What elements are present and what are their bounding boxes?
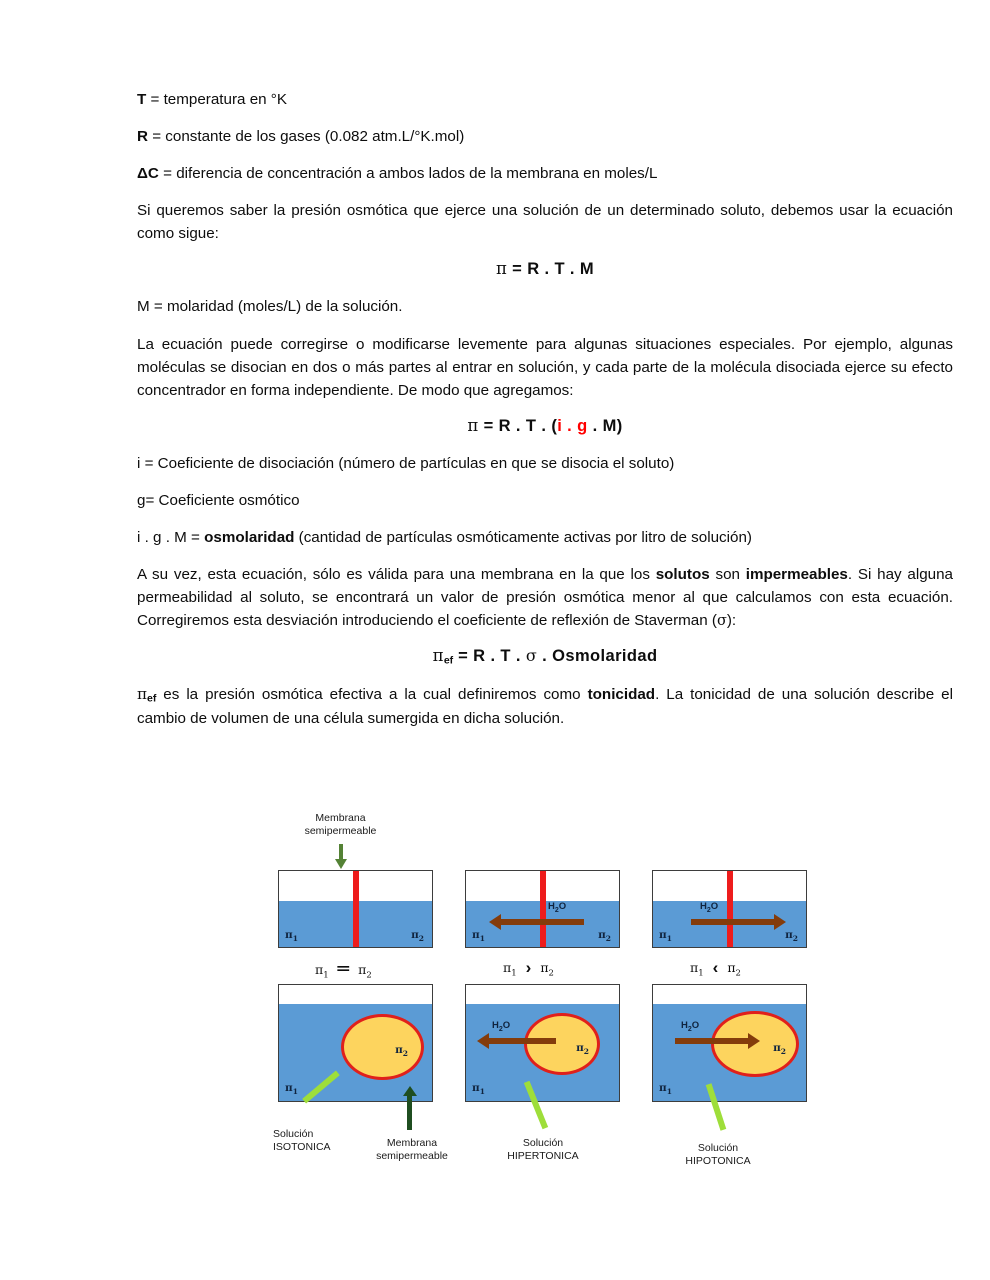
pi1-symbol: π xyxy=(472,928,480,941)
pi2-label xyxy=(395,1044,408,1058)
sigma-symbol: σ xyxy=(716,613,727,630)
h2o-o: O xyxy=(558,901,567,912)
cmp-right-sub: 2 xyxy=(366,970,372,981)
pi2-symbol: π xyxy=(785,928,793,941)
pi2-symbol: π xyxy=(576,1042,584,1054)
comparison-less xyxy=(690,957,741,979)
h2o-o: O xyxy=(691,1020,700,1031)
osmolaridad-pre: i . g . M = xyxy=(137,529,205,547)
h2o-sub: 2 xyxy=(554,906,559,914)
cell-panel-hypotonic xyxy=(652,984,807,1102)
definition-deltaC-symbol: ΔC xyxy=(137,165,159,183)
cmp-right-pi: π xyxy=(727,960,736,975)
pi1-subscript: 1 xyxy=(292,1087,298,1096)
pi1-symbol: π xyxy=(659,1081,667,1094)
pief-tail: . Osmolaridad xyxy=(537,647,658,666)
definition-deltaC xyxy=(137,162,953,185)
pief-subscript: ef xyxy=(443,654,454,667)
tonicidad-b: . La tonicidad de una solución describe el cambio de volumen de una célula sumergida en dicha solución. xyxy=(137,685,953,727)
comparison-equal xyxy=(315,957,372,981)
semipermeable-membrane xyxy=(353,870,359,948)
equation-tail: . M) xyxy=(587,416,623,435)
label-hipotonica-line2: HIPOTONICA xyxy=(685,1155,751,1168)
beaker-isotonic-top xyxy=(278,870,433,948)
water-flow-arrow-left xyxy=(488,1038,556,1044)
water-flow-arrow-right xyxy=(675,1038,749,1044)
equation-pi-rt-igm xyxy=(137,416,953,436)
pi2-symbol: π xyxy=(598,928,606,941)
cmp-right-sub: 2 xyxy=(548,968,554,979)
tonicidad-a: es la presión osmótica efectiva a la cual definiremos como xyxy=(156,685,588,703)
h2o-label xyxy=(681,1020,699,1033)
definition-R xyxy=(137,125,953,148)
pi-symbol: π xyxy=(137,684,147,703)
pi2-label xyxy=(785,929,798,943)
pi1-symbol: π xyxy=(659,928,667,941)
definition-R-text: = constante de los gases (0.082 atm.L/°K.mol) xyxy=(147,128,465,146)
equation-pi-rtm-body: = R . T . M xyxy=(507,260,595,279)
label-membrana-semipermeable-bottom xyxy=(367,1137,457,1164)
h2o-label xyxy=(492,1020,510,1033)
osmosis-figure xyxy=(255,812,815,1212)
label-membrana-bottom-line2: semipermeable xyxy=(376,1150,448,1163)
cell-hypertonic xyxy=(524,1013,600,1075)
cmp-left-pi: π xyxy=(503,960,512,975)
definition-M: M = molaridad (moles/L) de la solución. xyxy=(137,298,403,316)
pi1-symbol: π xyxy=(285,928,293,941)
pi1-subscript: 1 xyxy=(666,934,672,943)
pi2-subscript: 2 xyxy=(605,934,611,943)
semipermeable-membrane xyxy=(540,870,546,948)
cell-isotonic xyxy=(341,1014,424,1080)
pi1-label xyxy=(659,929,672,943)
pief-mid: = R . T . xyxy=(453,647,526,666)
cell-panel-isotonic xyxy=(278,984,433,1102)
h2o-sub: 2 xyxy=(687,1025,692,1033)
h2o-h: H xyxy=(681,1020,688,1031)
pi1-symbol: π xyxy=(472,1081,480,1094)
pi2-subscript: 2 xyxy=(583,1047,589,1057)
h2o-label xyxy=(548,901,566,914)
equation-pi-rtm xyxy=(137,259,953,279)
h2o-h: H xyxy=(548,901,555,912)
paragraph-dissociation: La ecuación puede corregirse o modificarse levemente para algunas situaciones especiales. Por ejemplo, algunas moléculas se disocian en dos o más partes al entrar en solución, y cada parte de la molécula disociada ejerce su efecto concentrador en forma independiente. De modo que agregamos: xyxy=(137,335,953,399)
pi1-symbol: π xyxy=(285,1081,293,1094)
cmp-operator: › xyxy=(525,958,532,977)
beaker-hypertonic-top xyxy=(465,870,620,948)
definition-T xyxy=(137,88,953,111)
pi2-subscript: 2 xyxy=(418,934,424,943)
staverman-b: son xyxy=(709,566,746,584)
pi1-label xyxy=(659,1082,672,1096)
paragraph-osmotic-pressure-intro: Si queremos saber la presión osmótica que ejerce una solución de un determinado soluto, debemos usar la ecuación como sigue: xyxy=(137,202,953,243)
green-down-arrow-icon xyxy=(339,844,343,860)
water-flow-arrow-left xyxy=(500,919,584,925)
text-content xyxy=(137,88,953,744)
label-solucion-hipertonica xyxy=(488,1137,598,1164)
tonicidad-bold: tonicidad xyxy=(587,685,656,703)
cmp-left-sub: 1 xyxy=(511,968,517,979)
staverman-d: ): xyxy=(726,612,737,630)
h2o-h: H xyxy=(700,901,707,912)
label-solucion-isotonica xyxy=(273,1128,331,1155)
pi-symbol: π xyxy=(467,415,479,435)
paragraph-staverman xyxy=(137,563,953,632)
osmolaridad-bold: osmolaridad xyxy=(204,529,295,547)
definition-T-text: = temperatura en °K xyxy=(146,91,288,108)
cmp-left-sub: 1 xyxy=(698,968,704,979)
h2o-o: O xyxy=(502,1020,511,1031)
h2o-sub: 2 xyxy=(498,1025,503,1033)
pi2-label xyxy=(576,1042,589,1056)
cmp-left-sub: 1 xyxy=(323,970,329,981)
cmp-operator: ‹ xyxy=(712,958,719,977)
semipermeable-membrane xyxy=(727,870,733,948)
osmolaridad-post: (cantidad de partículas osmóticamente activas por litro de solución) xyxy=(294,529,752,547)
pi2-label xyxy=(411,929,424,943)
figure-top-membrane-label-line2: semipermeable xyxy=(304,825,377,838)
label-hipertonica-line1: Solución xyxy=(522,1137,564,1149)
definition-T-symbol: T xyxy=(137,91,147,108)
figure-top-membrane-label-line1: Membrana xyxy=(315,812,366,824)
pi1-subscript: 1 xyxy=(666,1087,672,1096)
staverman-a: A su vez, esta ecuación, sólo es válida para una membrana en la que los xyxy=(137,566,656,584)
equation-red-g: g xyxy=(577,416,588,435)
comparison-greater xyxy=(503,957,554,979)
pi1-subscript: 1 xyxy=(292,934,298,943)
pi2-subscript: 2 xyxy=(402,1049,408,1059)
h2o-sub: 2 xyxy=(706,906,711,914)
equation-pief xyxy=(137,646,953,666)
staverman-bold-solutos: solutos xyxy=(655,566,710,584)
beaker-hypotonic-top xyxy=(652,870,807,948)
label-isotonica-line2: ISOTONICA xyxy=(273,1141,331,1154)
label-hipertonica-line2: HIPERTONICA xyxy=(507,1150,579,1163)
figure-top-membrane-label xyxy=(273,812,408,839)
dark-green-up-arrow-icon xyxy=(407,1095,412,1130)
definition-deltaC-text: = diferencia de concentración a ambos lados de la membrana en moles/L xyxy=(158,165,658,183)
pi1-subscript: 1 xyxy=(479,934,485,943)
pi1-label xyxy=(285,929,298,943)
sigma-symbol: σ xyxy=(525,646,538,666)
definition-R-symbol: R xyxy=(137,128,148,146)
label-membrana-bottom-line1: Membrana xyxy=(386,1137,438,1149)
cmp-left-pi: π xyxy=(690,960,699,975)
h2o-h: H xyxy=(492,1020,499,1031)
water-flow-arrow-right xyxy=(691,919,775,925)
pi2-subscript: 2 xyxy=(792,934,798,943)
cell-panel-hypertonic xyxy=(465,984,620,1102)
h2o-label xyxy=(700,901,718,914)
equation-red-i: i xyxy=(557,416,563,435)
cmp-right-sub: 2 xyxy=(735,968,741,979)
pi1-label xyxy=(472,1082,485,1096)
pi2-label xyxy=(598,929,611,943)
equation-red-dot: . xyxy=(562,416,578,435)
pi2-symbol: π xyxy=(773,1042,781,1054)
pief-subscript: ef xyxy=(146,692,157,704)
staverman-c: . Si hay alguna permeabilidad al soluto, se encontrará un valor de presión osmótica menor al que calculamos con esta ecuación. Corregiremos esta desviación introduciendo el coeficiente de reflexión de Staverman ( xyxy=(137,566,953,630)
label-isotonica-line1: Solución xyxy=(273,1128,314,1140)
pi2-symbol: π xyxy=(411,928,419,941)
pi1-subscript: 1 xyxy=(479,1087,485,1096)
pi1-label xyxy=(472,929,485,943)
definition-osmolaridad xyxy=(137,526,953,549)
h2o-o: O xyxy=(710,901,719,912)
cmp-left-pi: π xyxy=(315,962,324,977)
pi2-subscript: 2 xyxy=(780,1047,786,1057)
cmp-operator: ═ xyxy=(337,958,350,980)
definition-g: g= Coeficiente osmótico xyxy=(137,491,300,509)
pi-symbol: π xyxy=(432,646,444,666)
cmp-right-pi: π xyxy=(358,962,367,977)
label-hipotonica-line1: Solución xyxy=(697,1142,739,1154)
equation-lead: = R . T . ( xyxy=(478,416,558,435)
cmp-right-pi: π xyxy=(540,960,549,975)
paragraph-tonicidad xyxy=(137,683,953,730)
pi-symbol: π xyxy=(495,259,508,279)
label-solucion-hipotonica xyxy=(663,1142,773,1169)
pi2-symbol: π xyxy=(395,1044,403,1056)
definition-i: i = Coeficiente de disociación (número de partículas en que se disocia el soluto) xyxy=(137,454,675,472)
pi1-label xyxy=(285,1082,298,1096)
pi2-label xyxy=(773,1042,786,1056)
staverman-bold-impermeables: impermeables xyxy=(745,566,848,584)
